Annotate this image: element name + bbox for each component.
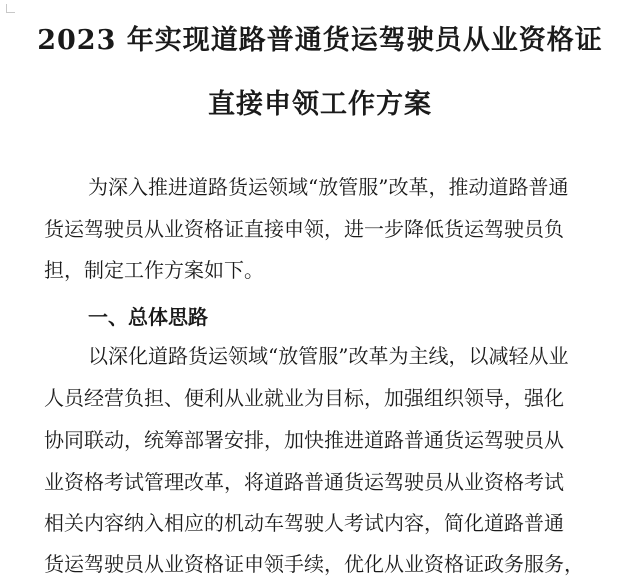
section1-line-2: 人员经营负担、便利从业就业为目标，加强组织领导，强化: [44, 386, 564, 410]
section-heading-overall-approach: 一、总体思路: [88, 305, 208, 329]
section1-line-4: 业资格考试管理改革，将道路普通货运驾驶员从业资格考试: [44, 470, 564, 494]
section1-line-3: 协同联动，统筹部署安排，加快推进道路普通货运驾驶员从: [44, 428, 564, 452]
intro-line-1: 为深入推进道路货运领域“放管服”改革，推动道路普通: [88, 175, 569, 199]
intro-line-2: 货运驾驶员从业资格证直接申领，进一步降低货运驾驶员负: [44, 217, 564, 241]
section1-line-1: 以深化道路货运领域“放管服”改革为主线，以减轻从业: [88, 344, 569, 368]
document-title-line-2: 直接申领工作方案: [208, 89, 432, 120]
section1-line-6: 货运驾驶员从业资格证申领手续，优化从业资格证政务服务，: [44, 552, 584, 576]
document-title-line-1: 2023 年实现道路普通货运驾驶员从业资格证: [37, 25, 603, 56]
page-corner-mark: [6, 4, 15, 13]
intro-line-3: 担，制定工作方案如下。: [44, 258, 264, 282]
section1-line-5: 相关内容纳入相应的机动车驾驶人考试内容，简化道路普通: [44, 511, 564, 535]
